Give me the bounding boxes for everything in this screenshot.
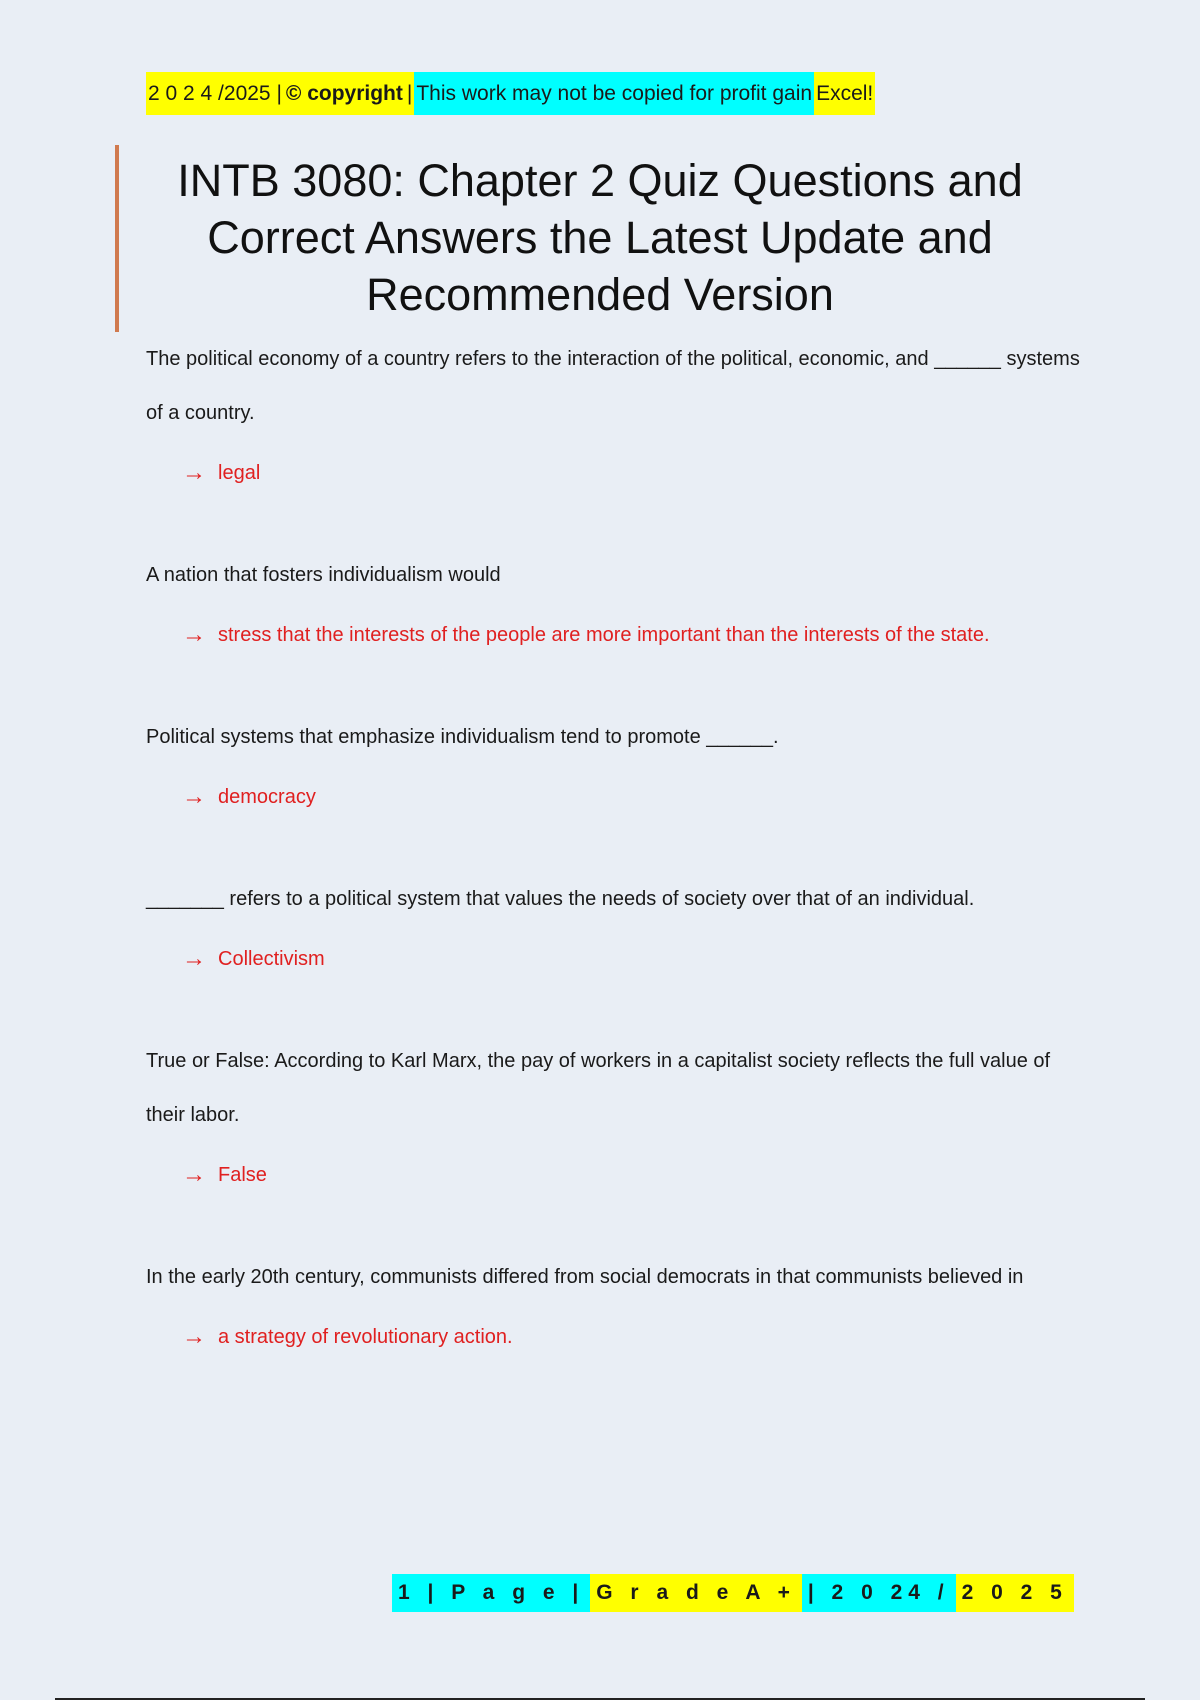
- quiz-item: [146, 332, 1086, 488]
- answer-text: a strategy of revolutionary action.: [218, 1326, 513, 1348]
- question-text: _______ refers to a political system that values the needs of society over that of an individual.: [146, 888, 975, 910]
- quiz-item: [146, 548, 1086, 650]
- question-text: The political economy of a country refers to the interaction of the political, economic, and ______ systems of a country.: [146, 348, 1080, 424]
- quiz-item: [146, 1034, 1086, 1190]
- answer-text: democracy: [218, 786, 316, 808]
- page-title: INTB 3080: Chapter 2 Quiz Questions and Correct Answers the Latest Update and Recommended Version: [177, 155, 1023, 320]
- question-text: A nation that fosters individualism would: [146, 564, 501, 586]
- arrow-right-icon: →: [182, 459, 206, 486]
- answer: [182, 944, 1086, 974]
- quiz-item: [146, 710, 1086, 812]
- answer: [182, 782, 1086, 812]
- answer: [182, 458, 1086, 488]
- question-text: True or False: According to Karl Marx, the pay of workers in a capitalist society reflects the full value of their labor.: [146, 1050, 1051, 1126]
- header-copyright: © copyright: [284, 72, 405, 115]
- quiz-item: [146, 1250, 1086, 1352]
- header-year: 2 0 2 4 /2025 |: [146, 72, 284, 115]
- arrow-right-icon: →: [182, 945, 206, 972]
- footer-page: 1 | P a g e |: [392, 1574, 590, 1612]
- header-separator: |: [405, 72, 414, 115]
- answer: [182, 1160, 1086, 1190]
- answer-text: legal: [218, 462, 261, 484]
- answer: [182, 1322, 1086, 1352]
- arrow-right-icon: →: [182, 1161, 206, 1188]
- footer-year-start: | 2 0 24 /: [802, 1574, 956, 1612]
- footer-grade: G r a d e A +: [590, 1574, 802, 1612]
- arrow-right-icon: →: [182, 1323, 206, 1350]
- answer-text: Collectivism: [218, 948, 325, 970]
- page-footer: [392, 1574, 1074, 1612]
- answer-text: stress that the interests of the people are more important than the interests of the state.: [218, 624, 990, 646]
- quiz-content: [146, 332, 1086, 1412]
- question-text: In the early 20th century, communists differed from social democrats in that communists believed in: [146, 1266, 1024, 1288]
- title-accent-bar: [115, 145, 119, 332]
- quiz-item: [146, 872, 1086, 974]
- arrow-right-icon: →: [182, 783, 206, 810]
- answer-text: False: [218, 1164, 267, 1186]
- answer: [182, 620, 1086, 650]
- header-excel: Excel!: [814, 72, 875, 115]
- question-text: Political systems that emphasize individualism tend to promote ______.: [146, 726, 779, 748]
- arrow-right-icon: →: [182, 621, 206, 648]
- footer-year-end: 2 0 2 5: [956, 1574, 1074, 1612]
- header-notice: This work may not be copied for profit gain: [414, 72, 814, 115]
- header-banner: [146, 72, 875, 115]
